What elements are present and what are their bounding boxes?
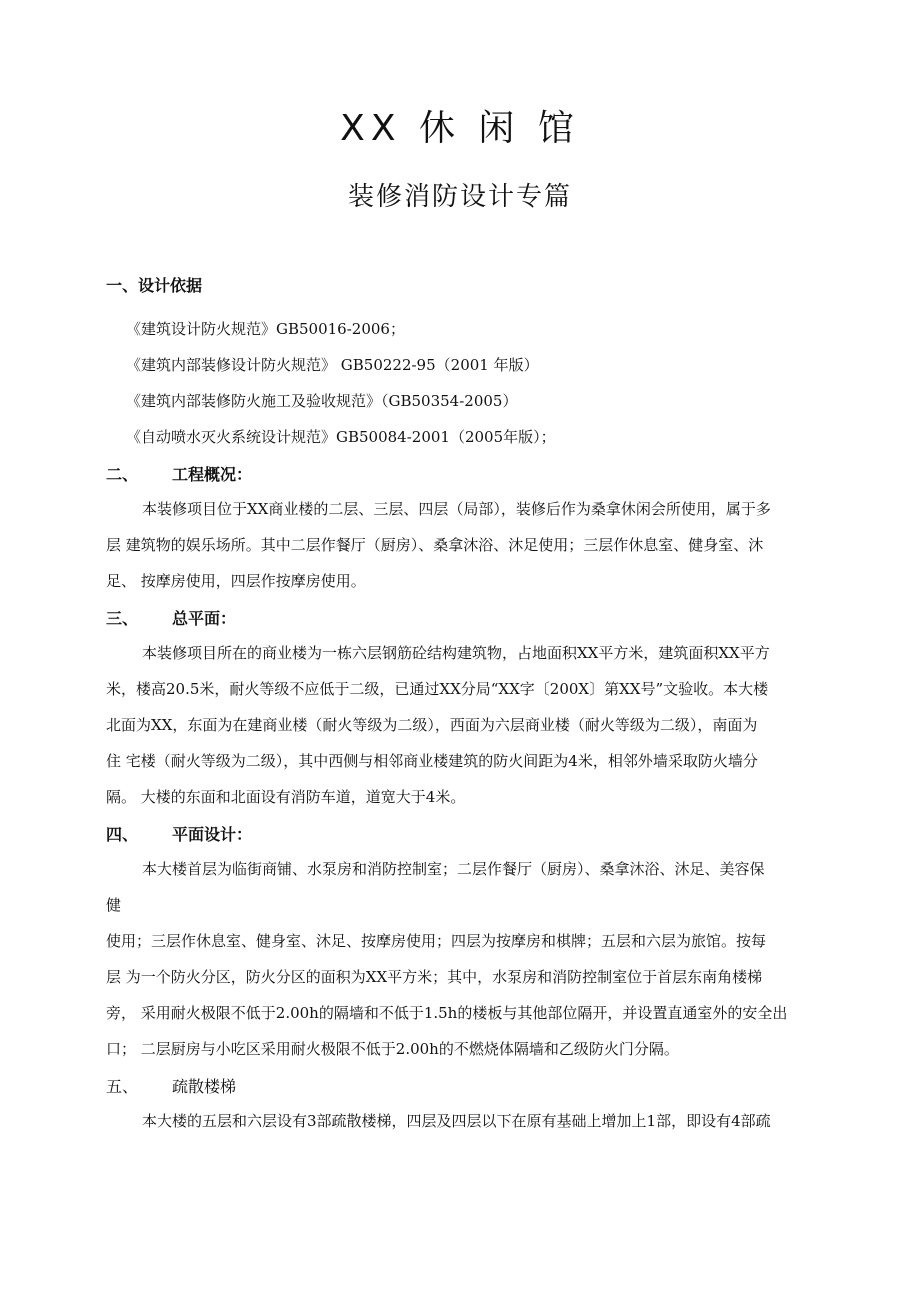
paragraph-line: 旁， 采用耐火极限不低于2.00h的隔墙和不低于1.5h的楼板与其他部位隔开，并设置直通室外的安全出 [106,1004,788,1022]
paragraph-line: 本大楼的五层和六层设有3部疏散楼梯，四层及四层以下在原有基础上增加上1部，即设有4部疏 [142,1112,771,1130]
paragraph-line: 本装修项目所在的商业楼为一栋六层钢筋砼结构建筑物，占地面积XX平方米，建筑面积XX平方 [142,644,770,662]
paragraph-line: 住 宅楼（耐火等级为二级），其中西侧与相邻商业楼建筑的防火间距为4米，相邻外墙采取防火墙分 [106,752,758,770]
section-3-heading [106,606,236,629]
section-1-heading: 一、设计依据 [106,276,203,295]
reference-item: 《建筑设计防火规范》GB50016-2006； [126,320,405,338]
paragraph-line: 健 [106,896,122,914]
section-number: 三、 [106,609,139,628]
paragraph-line: 本大楼首层为临街商铺、水泵房和消防控制室；二层作餐厅（厨房）、桑拿沐浴、沐足、美容保 [142,860,765,878]
section-4-heading [106,822,252,845]
paragraph-line: 本装修项目位于XX商业楼的二层、三层、四层（局部），装修后作为桑拿休闲会所使用，属于多 [142,500,771,518]
section-number: 二、 [106,465,139,484]
section-title: 工程概况： [172,465,253,484]
paragraph-line: 北面为XX，东面为在建商业楼（耐火等级为二级），西面为六层商业楼（耐火等级为二级），南面为 [106,716,758,734]
paragraph-line: 口； 二层厨房与小吃区采用耐火极限不低于2.00h的不燃烧体隔墙和乙级防火门分隔。 [106,1040,679,1058]
paragraph-line: 足、 按摩房使用，四层作按摩房使用。 [106,572,366,590]
paragraph-line: 层 建筑物的娱乐场所。其中二层作餐厅（厨房）、桑拿沐浴、沐足使用；三层作休息室、健身室、沐 [106,536,764,554]
paragraph-line: 层 为一个防火分区，防火分区的面积为XX平方米；其中，水泵房和消防控制室位于首层东南角楼梯 [106,968,763,986]
paragraph-line: 隔。 大楼的东面和北面设有消防车道，道宽大于4米。 [106,788,466,806]
reference-item: 《自动喷水灭火系统设计规范》GB50084-2001（2005年版）； [126,428,556,446]
section-5-heading [106,1074,236,1097]
reference-item: 《建筑内部装修设计防火规范》 GB50222-95（2001 年版） [126,356,539,374]
section-number: 五、 [106,1077,139,1096]
page-subtitle: 装修消防设计专篇 [347,182,572,212]
page-title: XX 休 闲 馆 [340,108,580,149]
paragraph-line: 使用；三层作休息室、健身室、沐足、按摩房使用；四层为按摩房和棋牌；五层和六层为旅馆。按每 [106,932,767,950]
section-2-heading [106,462,252,485]
section-title: 平面设计： [172,825,253,844]
section-number: 四、 [106,825,139,844]
reference-item: 《建筑内部装修防火施工及验收规范》（GB50354-2005） [126,392,518,410]
section-title: 总平面： [172,609,237,628]
paragraph-line: 米，楼高20.5米，耐火等级不应低于二级，已通过XX分局“XX字〔200X〕第XX号”文验收。本大楼 [106,680,769,698]
section-title: 疏散楼梯 [172,1077,237,1096]
